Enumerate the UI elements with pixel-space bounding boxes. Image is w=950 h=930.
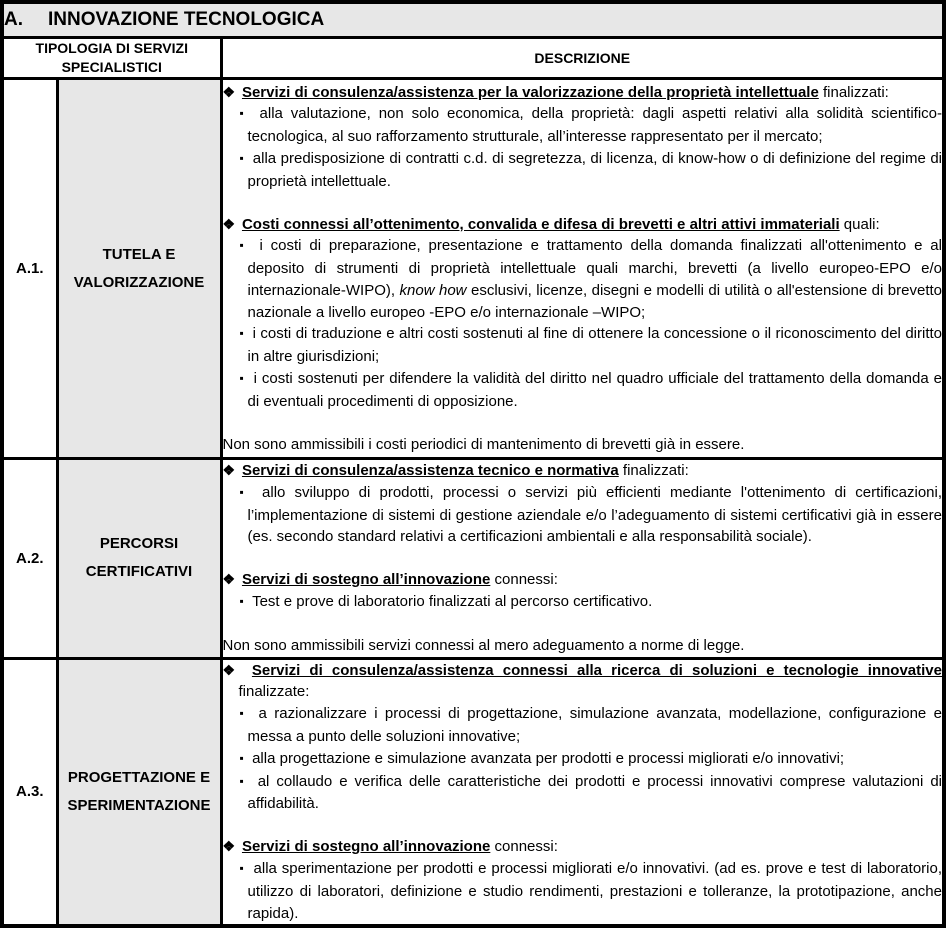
text-segment: finalizzate: [238,683,310,701]
row-code: A.2. [15,549,44,567]
header-cell-description: DESCRIZIONE [221,38,944,79]
text-segment: finalizzati: [618,462,689,479]
text-segment: alla predisposizione di contratti c.d. di segretezza, di licenza, di know-how o di definizione del regime di proprietà intellettuale. [247,149,942,190]
diamond-bullet-icon: ❖ [222,571,239,588]
table-row [2,658,944,926]
description-note [223,434,943,456]
diamond-bullet-icon: ❖ [222,83,239,100]
square-bullet-icon: ▪ [239,860,249,875]
square-bullet-icon: ▪ [239,750,248,765]
text-segment: i costi sostenuti per difendere la validità del diritto nel quadro ufficiale del trattamento della domanda e di eventuali procedimenti di opposizione. [247,370,942,410]
description-section-heading [223,660,943,704]
square-bullet-icon: ▪ [239,238,255,253]
square-bullet-icon: ▪ [239,773,253,788]
text-segment: connessi: [490,571,558,589]
text-segment: allo sviluppo di prodotti, processi o servizi più efficienti mediante l'ottenimento di certificazioni, l’implementazione di sistemi di gestione aziendale e/o l’adeguamento di sistemi certificativi già in essere (es. secondo standard relativi a certificazioni ambientali e alla responsabilità sociale). [247,483,943,546]
description-cell [221,658,944,926]
text-segment: al collaudo e verifica delle caratteristiche dei prodotti e processi innovativi comprese valutazioni di affidabilità. [247,772,942,813]
description-bullet-item [223,368,943,413]
spacer [223,413,943,434]
text-segment: a razionalizzare i processi di progettazione, simulazione avanzata, modellazione, configurazione e messa a punto delle soluzioni innovative; [247,705,942,745]
header-row [2,38,944,79]
section-letter: A. [4,9,23,30]
description-bullet-item [223,703,943,748]
square-bullet-icon: ▪ [239,371,249,386]
description-bullet-item [223,323,943,368]
square-bullet-icon: ▪ [239,593,248,608]
square-bullet-icon: ▪ [239,106,255,121]
text-segment: esclusivi, licenze, disegni e modelli di utilità o all'estensione di brevetto nazionale a livello europeo -EPO e/o internazionale –WIPO; [247,281,942,321]
text-segment: quali: [839,215,880,233]
text-segment: Non sono ammissibili i costi periodici di mantenimento di brevetti già in essere. [222,435,745,453]
service-type-cell [57,79,221,459]
diamond-bullet-icon: ❖ [222,462,239,478]
section-banner [2,2,944,38]
text-segment: Test e prove di laboratorio finalizzati al percorso certificativo. [252,592,653,610]
text-segment: Servizi di consulenza/assistenza tecnico e normativa [241,462,619,479]
text-segment: alla sperimentazione per prodotti e processi migliorati e/o innovativi. (ad es. prove e test di laboratorio, utilizzo di laboratori, definizione e studio rendimenti, prestazioni e tolleranze, la prototipazione, anche rapida). [247,859,942,922]
service-type-cell [57,658,221,926]
text-segment: i costi di traduzione e altri costi sostenuti al fine di ottenere la concessione o il riconoscimento del diritto in altre giurisdizioni; [247,325,942,366]
description-section-heading [223,569,943,591]
diamond-bullet-icon: ❖ [222,838,239,855]
text-segment: finalizzati: [818,83,889,101]
row-code-cell [2,79,57,459]
header-cell-services: TIPOLOGIA DI SERVIZI SPECIALISTICI [2,38,221,79]
service-type-label: PERCORSI CERTIFICATIVI [85,535,193,581]
text-segment: Servizi di sostegno all’innovazione [241,571,491,589]
description-section-heading [223,82,943,104]
description-cell [221,459,944,659]
description-bullet-item [223,771,943,816]
description-bullet-item [223,235,943,323]
square-bullet-icon: ▪ [239,706,254,721]
text-segment: Servizi di consulenza/assistenza connessi alla ricerca di soluzioni e tecnologie innovative [251,661,942,679]
text-segment: Non sono ammissibili servizi connessi al mero adeguamento a norme di legge. [222,636,745,654]
row-code: A.3. [15,783,44,801]
spacer [223,193,943,214]
banner-row [2,2,944,38]
description-bullet-item [223,482,943,548]
service-type-label: TUTELA E VALORIZZAZIONE [73,245,205,291]
text-segment: alla valutazione, non solo economica, della proprietà: dagli aspetti relativi alla solidità scientifico-tecnologica, al suo rafforzamento strutturale, all’interesse rappresentato per il mercato; [247,105,942,146]
diamond-bullet-icon: ❖ [222,215,239,232]
text-segment: Servizi di sostegno all’innovazione [241,838,491,856]
spacer [223,548,943,569]
spacer [223,815,943,836]
description-bullet-item [223,103,943,148]
table-row [2,459,944,659]
description-section-heading [223,460,943,482]
text-segment: Costi connessi all’ottenimento, convalida e difesa di brevetti e altri attivi immateriali [241,215,840,233]
description-section-heading [223,214,943,236]
row-code-cell [2,658,57,926]
text-segment: know how [399,281,467,299]
text-segment: Servizi di consulenza/assistenza per la valorizzazione della proprietà intellettuale [241,83,819,101]
description-section-heading [223,836,943,858]
text-segment: i costi di preparazione, presentazione e trattamento della domanda finalizzati all'ottenimento e al deposito di strumenti di proprietà intellettuale quali marchi, brevetti (a livello europeo-EPO e/o internazionale-WIPO), [247,237,942,299]
service-type-label: PROGETTAZIONE E SPERIMENTAZIONE [67,768,211,814]
section-title: INNOVAZIONE TECNOLOGICA [48,9,325,30]
text-segment: connessi: [490,838,558,856]
square-bullet-icon: ▪ [239,326,248,341]
spacer [223,614,943,635]
table-row [2,79,944,459]
text-segment: alla progettazione e simulazione avanzata per prodotti e processi migliorati e/o innovativi; [252,749,845,767]
service-type-cell [57,459,221,659]
description-cell [221,79,944,459]
row-code: A.1. [15,260,44,277]
row-code-cell [2,459,57,659]
description-bullet-item [223,858,943,924]
diamond-bullet-icon: ❖ [222,661,249,678]
description-bullet-item [223,148,943,193]
square-bullet-icon: ▪ [239,484,258,499]
description-bullet-item [223,591,943,614]
square-bullet-icon: ▪ [239,150,248,165]
description-note [223,635,943,657]
description-bullet-item [223,748,943,771]
